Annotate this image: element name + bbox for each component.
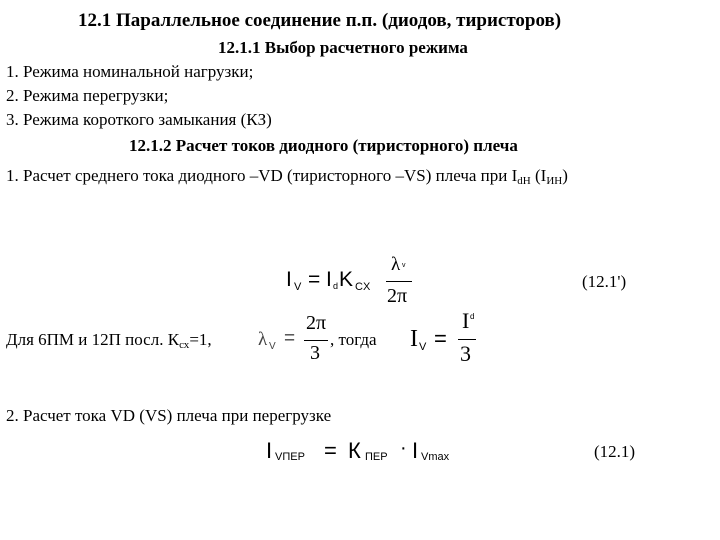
formula-denominator: 2π — [387, 285, 408, 307]
subscript: d — [517, 175, 523, 187]
section-heading-2: 12.1.2 Расчет токов диодного (тиристорного) плеча — [129, 136, 518, 155]
formula-subscript: V — [419, 341, 427, 353]
formula-numerator: I — [462, 308, 470, 333]
paren-text: (I — [530, 166, 547, 185]
formula-subscript: d — [333, 281, 339, 291]
formula-denominator: 3 — [460, 341, 471, 366]
equation-number: (12.1) — [594, 442, 636, 461]
formula-subscript: CX — [355, 281, 371, 293]
condition-text — [6, 330, 212, 351]
fraction-bar — [458, 339, 476, 340]
formula-symbol: I — [410, 326, 418, 352]
formula-equals: = — [324, 438, 337, 463]
item-overload-current: 2. Расчет тока VD (VS) плеча при перегрузке — [6, 406, 332, 425]
formula-symbol: I — [266, 438, 273, 463]
formula-lambda: λ — [391, 254, 401, 275]
formula-lambda-v — [258, 312, 338, 368]
formula-symbol: К — [348, 438, 361, 463]
formula-denominator: 3 — [310, 342, 320, 364]
paren-close: ) — [562, 166, 568, 185]
formula-subscript: ПЕР — [365, 451, 388, 463]
formula-subscript: d — [470, 312, 475, 321]
condition-then: , тогда — [330, 330, 377, 349]
formula-lambda: λ — [258, 329, 268, 350]
equation-number: (12.1') — [582, 272, 627, 291]
list-item: 1. Режима номинальной нагрузки; — [6, 62, 254, 81]
page-title: 12.1 Параллельное соединение п.п. (диодов, тиристоров) — [78, 10, 562, 31]
list-item: 3. Режима короткого замыкания (КЗ) — [6, 110, 272, 129]
condition-prefix: Для 6ПМ и 12П посл. К — [6, 330, 180, 349]
formula-subscript: Vmax — [421, 451, 450, 463]
subscript: Н — [522, 175, 531, 187]
formula-subscript: VПЕР — [275, 451, 305, 463]
formula-symbol: K — [339, 268, 354, 291]
formula-dot: · — [400, 437, 407, 459]
formula-numerator: 2π — [306, 312, 327, 334]
item-average-current — [6, 166, 568, 187]
formula-equals: = — [434, 326, 447, 351]
subscript: ИН — [546, 175, 563, 187]
fraction-bar — [386, 281, 412, 282]
formula-iv — [410, 308, 490, 370]
formula-equals: = — [308, 268, 321, 291]
formula-subscript: V — [269, 341, 276, 352]
list-item: 2. Режима перегрузки; — [6, 86, 169, 105]
formula-subscript: v — [402, 262, 406, 269]
subscript: сх — [179, 339, 190, 351]
condition-suffix: =1, — [189, 330, 212, 349]
item-text: 1. Расчет среднего тока диодного –VD (тиристорного –VS) плеча при I — [6, 166, 518, 185]
formula-symbol: I — [412, 438, 419, 463]
formula-symbol: I — [326, 268, 332, 291]
section-heading-1: 12.1.1 Выбор расчетного режима — [218, 38, 468, 57]
formula-12-1-prime — [286, 254, 426, 308]
formula-symbol: I — [286, 268, 292, 291]
formula-12-1 — [266, 434, 466, 470]
formula-subscript: V — [294, 281, 302, 293]
fraction-bar — [304, 340, 328, 341]
formula-equals: = — [284, 328, 296, 349]
